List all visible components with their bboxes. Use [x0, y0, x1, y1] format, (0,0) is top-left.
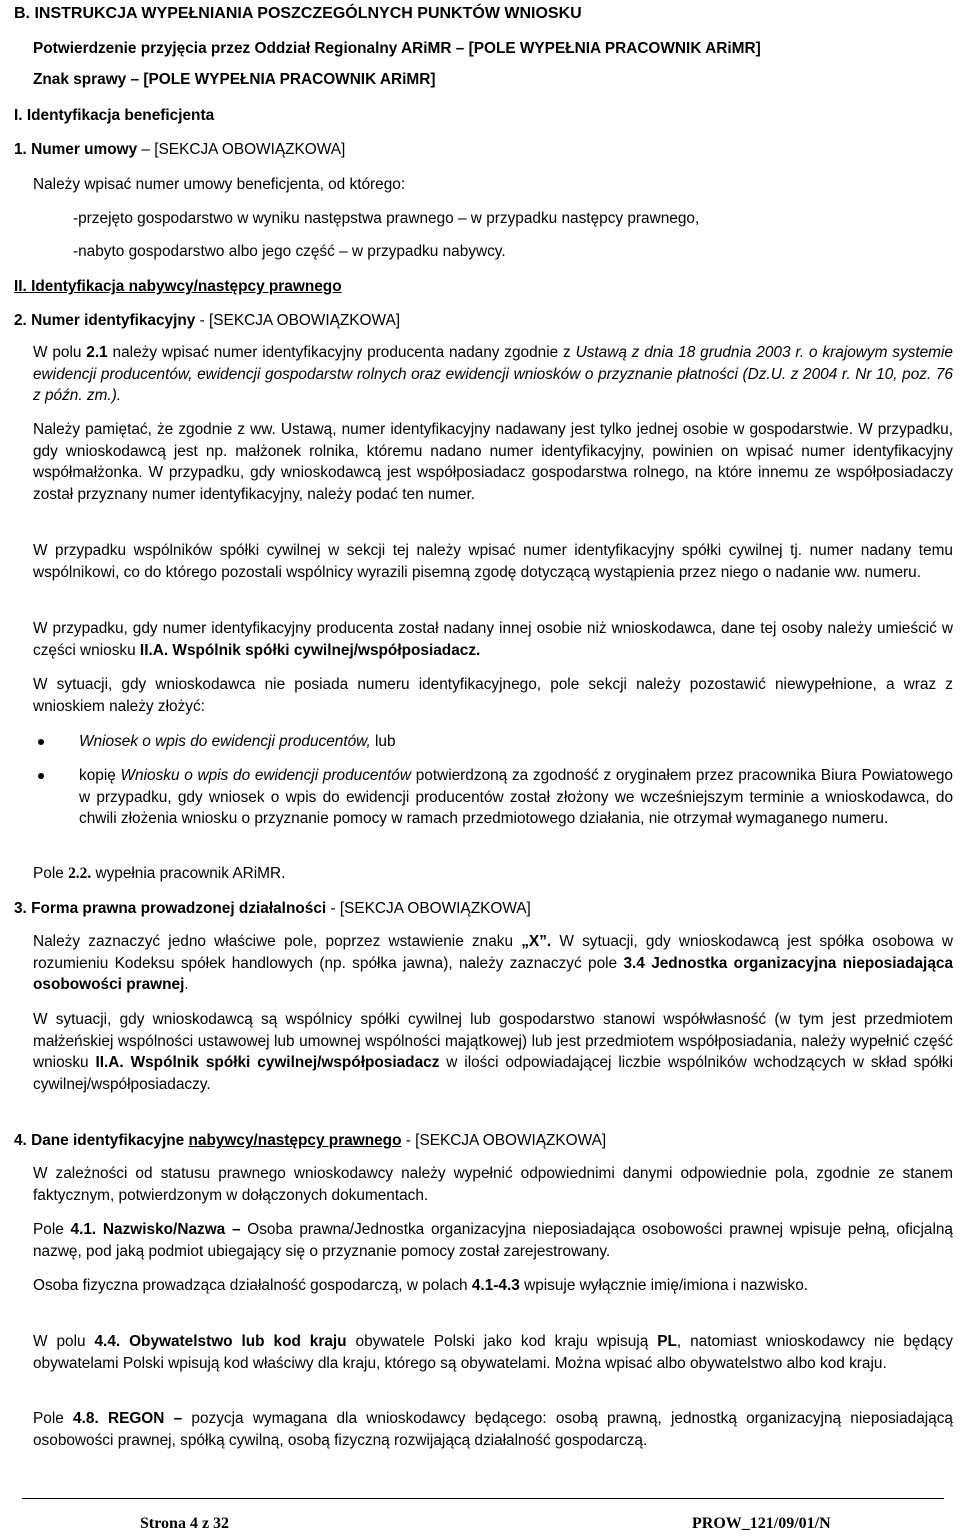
text-run: „X”.: [521, 933, 552, 950]
field-ref: 4.8. REGON –: [73, 1410, 183, 1427]
footer-divider: [22, 1498, 944, 1499]
text-run: Osoba prawna/Jednostka organizacyjna nieposiadająca osobowości prawnej wpisuje pełną, oficjalną nazwę, pod jaką podmiot ubiegający się o przyznanie pomocy został zarejestrowany.: [33, 1221, 953, 1260]
item-4-paragraph-5: [33, 1408, 953, 1451]
item-2-paragraph-2: Należy pamiętać, że zgodnie z ww. Ustawą, numer identyfikacyjny nadawany jest tylko jednej osobie w gospodarstwie. W przypadku, gdy wnioskodawcą jest np. małżonek rolnika, któremu nadano numer identyfikacyjny, powinien on wpisać numer identyfikacyjny współmałżonka. W przypadku, gdy wnioskodawcą jest współposiadacz gospodarstwa rolnego, na które innemu ze współposiadaczy został przyznany numer identyfikacyjny, należy podać ten numer.: [33, 421, 953, 503]
confirmation-line: Potwierdzenie przyjęcia przez Oddział Regionalny ARiMR – [POLE WYPEŁNIA PRACOWNIK ARiMR]: [33, 40, 761, 57]
case-number-line: Znak sprawy – [POLE WYPEŁNIA PRACOWNIK ARiMR]: [33, 71, 436, 88]
text-run: W sytuacji, gdy wnioskodawcą są wspólnicy spółki cywilnej lub gospodarstwo stanowi współwłasność (w tym jest przedmiotem małżeńskiej wspólności ustawowej lub umownej wspólności majątkowej) lub jest przedmiotem współposiadania, należy wypełnić część wniosku: [33, 1011, 953, 1071]
section-b-title: B. INSTRUKCJA WYPEŁNIANIA POSZCZEGÓLNYCH PUNKTÓW WNIOSKU: [14, 5, 582, 22]
text-run: W sytuacji, gdy wnioskodawcą jest spółka osobowa w rozumieniu Kodeksu spółek handlowych (np. spółka jawna), należy zaznaczyć pole: [33, 933, 953, 972]
field-ref: 3.4 Jednostka organizacyjna nieposiadająca osobowości prawnej: [33, 954, 953, 993]
bullet-item-2: [79, 765, 953, 830]
item-1-intro: Należy wpisać numer umowy beneficjenta, od którego:: [33, 176, 406, 193]
item-2-heading: [14, 310, 400, 332]
item-4-paragraph-3: [33, 1275, 953, 1297]
item-1-heading: [14, 139, 345, 161]
item-1-line-2: -nabyto gospodarstwo albo jego część – w przypadku nabywcy.: [73, 243, 506, 260]
text-run: W przypadku, gdy numer identyfikacyjny producenta został nadany innej osobie niż wnioskodawca, dane tej osoby należy umieścić w części wniosku: [33, 620, 953, 659]
text-run: wypełnia pracownik ARiMR.: [91, 865, 286, 882]
item-4-title-underlined: nabywcy/następcy prawnego: [188, 1132, 402, 1149]
item-2-title: 2. Numer identyfikacyjny: [14, 312, 196, 329]
item-4-paragraph-4: [33, 1331, 953, 1374]
item-4-title: 4. Dane identyfikacyjne: [14, 1132, 189, 1149]
item-3-paragraph-1: [33, 931, 953, 996]
document-code: PROW_121/09/01/N: [692, 1515, 831, 1532]
item-2-paragraph-4: [33, 618, 953, 661]
item-2-paragraph-3: W przypadku wspólników spółki cywilnej w sekcji tej należy wpisać numer identyfikacyjny spółki cywilnej tj. numer nadany temu wspólnikowi, co do którego pozostali wspólnicy wyrazili pisemną zgodę dotyczącą wystąpienia przez niego o nadanie ww. numeru.: [33, 542, 953, 581]
item-4-tag: - [SEKCJA OBOWIĄZKOWA]: [401, 1132, 607, 1149]
form-part-ref: II.A. Wspólnik spółki cywilnej/współposiadacz.: [139, 641, 481, 659]
text-run: Wniosku o wpis do ewidencji producentów: [120, 767, 411, 784]
field-ref: 4.1. Nazwisko/Nazwa –: [70, 1221, 241, 1238]
page-number: Strona 4 z 32: [140, 1515, 230, 1532]
text-run: kopię: [79, 767, 121, 784]
item-3-paragraph-2: [33, 1009, 953, 1095]
text-run: Pole: [33, 1221, 71, 1238]
item-3-tag: - [SEKCJA OBOWIĄZKOWA]: [326, 900, 531, 917]
bullet-item-1: [79, 731, 953, 753]
section-1-heading: I. Identyfikacja beneficjenta: [14, 107, 215, 124]
item-2-paragraph-5: W sytuacji, gdy wnioskodawca nie posiada numeru identyfikacyjnego, pole sekcji należy pozostawić niewypełnione, a wraz z wnioskiem należy złożyć:: [33, 676, 953, 715]
item-4-heading: [14, 1130, 606, 1152]
text-run: pozycja wymagana dla wnioskodawcy będącego: osobą prawną, jednostką organizacyjną nieposiadającą osobowości prawnej, spółką cywilną, osobą fizyczną rozwijającą działalność gospodarczą.: [33, 1410, 953, 1449]
text-run: , natomiast wnioskodawcy nie będący obywatelami Polski wpisują kod właściwy dla kraju, którego są obywatelami. Można wpisać albo obywatelstwo albo kod kraju.: [33, 1333, 953, 1372]
field-ref: 2.2.: [68, 865, 92, 882]
law-citation: Ustawą z dnia 18 grudnia 2003 r. o krajowym systemie ewidencji producentów, ewidencji gospodarstw rolnych oraz ewidencji wniosków o przyznanie płatności (Dz.U. z 2004 r. Nr 10, poz. 76 z późn. zm.).: [33, 344, 953, 404]
item-4-paragraph-1: W zależności od statusu prawnego wnioskodawcy należy wypełnić odpowiednimi danymi odpowiednie pola, zgodnie ze stanem faktycznym, potwierdzonym w dołączonych dokumentach.: [33, 1165, 953, 1204]
item-2-tag: - [SEKCJA OBOWIĄZKOWA]: [195, 312, 401, 329]
section-2-heading: II. Identyfikacja nabywcy/następcy prawnego: [14, 278, 342, 295]
text-run: należy wpisać numer identyfikacyjny producenta nadany zgodnie z: [107, 344, 576, 361]
item-1-tag: – [SEKCJA OBOWIĄZKOWA]: [137, 141, 346, 158]
item-1-title: 1. Numer umowy: [14, 141, 138, 158]
text-run: W polu: [33, 1333, 95, 1350]
text-run: Pole: [33, 1410, 74, 1427]
text-run: lub: [370, 733, 396, 750]
text-run: Należy zaznaczyć jedno właściwe pole, poprzez wstawienie znaku: [33, 933, 522, 950]
text-run: W polu: [33, 344, 87, 361]
text-run: Pole: [33, 865, 69, 882]
item-2-paragraph-1: [33, 342, 953, 407]
text-run: Osoba fizyczna prowadząca działalność gospodarczą, w polach: [33, 1277, 472, 1294]
country-code: PL: [657, 1333, 677, 1350]
item-4-paragraph-2: [33, 1219, 953, 1262]
item-2-paragraph-6: [33, 863, 285, 885]
text-run: .: [184, 976, 189, 993]
item-3-title: 3. Forma prawna prowadzonej działalności: [14, 900, 327, 917]
item-3-heading: [14, 898, 531, 920]
field-ref: 4.4. Obywatelstwo lub kod kraju: [94, 1333, 347, 1350]
text-run: obywatele Polski jako kod kraju wpisują: [346, 1333, 658, 1350]
field-ref: 2.1: [86, 344, 108, 361]
bullet-icon: [38, 773, 44, 779]
text-run: wpisuje wyłącznie imię/imiona i nazwisko.: [519, 1277, 809, 1294]
field-ref: 4.1-4.3: [471, 1277, 520, 1294]
text-run: Wniosek o wpis do ewidencji producentów,: [79, 733, 371, 750]
item-1-line-1: -przejęto gospodarstwo w wyniku następstwa prawnego – w przypadku następcy prawnego,: [73, 210, 700, 227]
form-part-ref: II.A. Wspólnik spółki cywilnej/współposiadacz: [95, 1054, 440, 1071]
text-run: w ilości odpowiadającej liczbie wspólników wchodzących w skład spółki cywilnej/współposiadaczy.: [33, 1054, 953, 1093]
bullet-icon: [38, 739, 44, 745]
text-run: potwierdzoną za zgodność z oryginałem przez pracownika Biura Powiatowego w przypadku, gdy wniosek o wpis do ewidencji producentów został złożony we wcześniejszym terminie a wnioskodawca, do chwili złożenia wniosku o przyznanie pomocy w ramach przedmiotowego działania, nie otrzymał wymaganego numeru.: [79, 767, 953, 827]
